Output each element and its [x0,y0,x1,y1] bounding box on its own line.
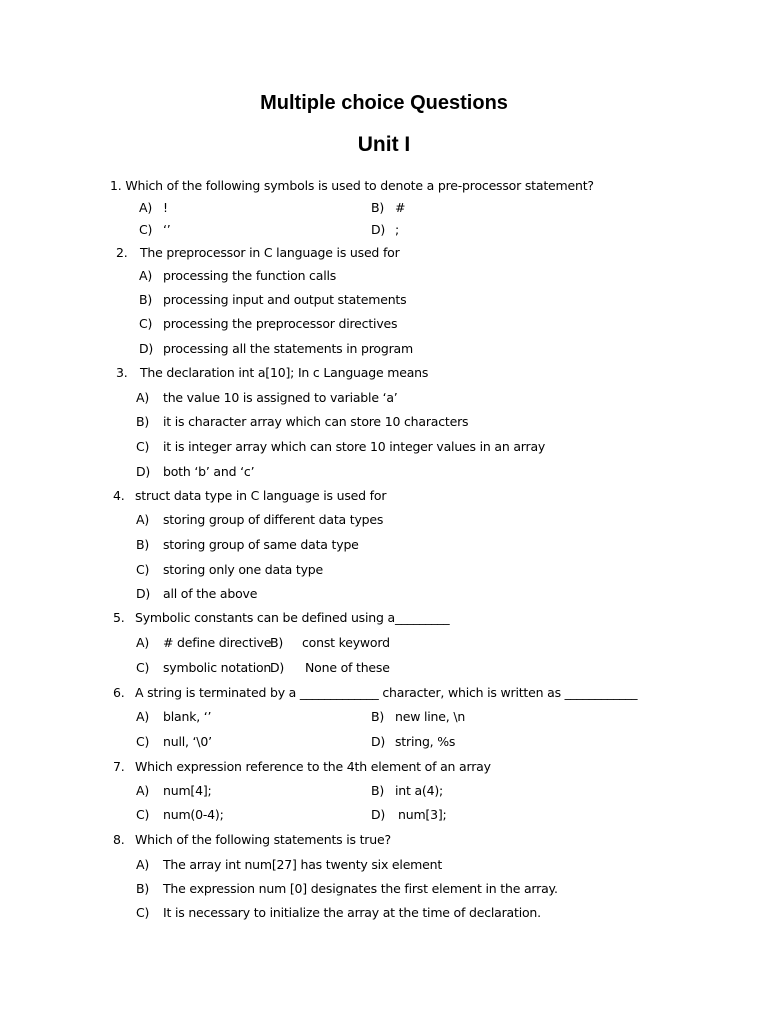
option-text: processing input and output statements [163,292,407,307]
question-number: 1. [110,178,122,193]
option-3a [136,390,398,406]
question-text: The preprocessor in C language is used for [140,245,400,260]
option-letter: A) [139,268,153,283]
option-7b [371,783,444,799]
question-2 [116,245,400,261]
question-text: Which of the following symbols is used to denote a pre-processor statement? [125,178,594,193]
option-8a [136,857,443,873]
question-5 [113,610,450,626]
option-7d [371,807,447,823]
question-number: 5. [113,610,125,625]
option-letter: C) [139,222,153,237]
option-text: blank, ‘’ [163,709,212,724]
option-letter: A) [136,390,150,405]
option-letter: A) [139,200,153,215]
question-number: 7. [113,759,125,774]
question-3 [116,365,429,381]
option-2a [139,268,337,284]
option-1d [371,222,400,238]
option-text: None of these [305,660,390,675]
option-letter: B) [136,414,150,429]
option-text: # [395,200,406,215]
option-3d [136,464,255,480]
option-letter: A) [136,783,150,798]
option-letter: D) [136,464,151,479]
question-4 [113,488,387,504]
option-letter: D) [270,660,285,675]
option-letter: B) [371,783,385,798]
option-text: string, %s [395,734,456,749]
option-letter: C) [136,439,150,454]
option-2d [139,341,413,357]
option-text: ! [163,200,168,215]
option-text: It is necessary to initialize the array at the time of declaration. [163,905,541,920]
option-letter: B) [136,881,150,896]
option-text: int a(4); [395,783,444,798]
option-letter: D) [136,586,151,601]
option-text: it is integer array which can store 10 integer values in an array [163,439,546,454]
option-4c [136,562,324,578]
option-letter: C) [136,660,150,675]
question-number: 2. [116,245,128,260]
option-text: num[4]; [163,783,212,798]
option-4a [136,512,384,528]
option-letter: B) [371,200,385,215]
option-text: processing the preprocessor directives [163,316,398,331]
option-text: both ‘b’ and ‘c’ [163,464,255,479]
option-text: the value 10 is assigned to variable ‘a’ [163,390,398,405]
option-text: storing group of same data type [163,537,359,552]
option-8b [136,881,558,897]
unit-heading: Unit I [357,133,411,156]
option-1b [371,200,406,216]
option-7a [136,783,212,799]
option-text: storing only one data type [163,562,324,577]
option-text: ‘’ [163,222,171,237]
option-text: null, ‘\0’ [163,734,212,749]
question-text: Symbolic constants can be defined using a_________ [135,610,450,625]
option-letter: A) [136,512,150,527]
option-text: The array int num[27] has twenty six element [163,857,443,872]
option-6a [136,709,212,725]
option-letter: A) [136,635,150,650]
option-text: num(0-4); [163,807,224,822]
option-text: ; [395,222,400,237]
option-letter: B) [371,709,385,724]
option-letter: C) [136,905,150,920]
option-6d [371,734,456,750]
option-text: new line, \n [395,709,466,724]
option-letter: B) [270,635,284,650]
option-letter: A) [136,857,150,872]
question-7 [113,759,491,775]
option-letter: C) [136,562,150,577]
option-4b [136,537,359,553]
option-text: all of the above [163,586,258,601]
option-5b [270,635,390,651]
option-4d [136,586,258,602]
question-text: Which of the following statements is true? [135,832,391,847]
option-text: # define directive [163,635,272,650]
option-5d [270,660,390,676]
option-3b [136,414,469,430]
option-letter: C) [136,734,150,749]
question-6 [113,685,638,701]
question-8 [113,832,391,848]
option-letter: C) [139,316,153,331]
option-letter: A) [136,709,150,724]
document-title: Multiple choice Questions [260,92,508,114]
option-2b [139,292,407,308]
option-text: num[3]; [398,807,447,822]
option-letter: D) [371,734,386,749]
option-letter: B) [139,292,153,307]
question-number: 3. [116,365,128,380]
option-5a [136,635,272,651]
option-7c [136,807,224,823]
question-text: A string is terminated by a _____________ character, which is written as ____________ [135,685,638,700]
option-text: const keyword [302,635,390,650]
question-number: 4. [113,488,125,503]
option-text: processing all the statements in program [163,341,413,356]
option-letter: D) [371,807,386,822]
option-text: The expression num [0] designates the first element in the array. [163,881,558,896]
option-6b [371,709,466,725]
option-text: processing the function calls [163,268,337,283]
option-6c [136,734,212,750]
question-number: 8. [113,832,125,847]
question-text: The declaration int a[10]; In c Language means [140,365,429,380]
question-text: struct data type in C language is used for [135,488,387,503]
option-1a [139,200,168,216]
option-text: symbolic notation [163,660,272,675]
question-number: 6. [113,685,125,700]
option-letter: C) [136,807,150,822]
option-text: storing group of different data types [163,512,384,527]
option-letter: D) [371,222,386,237]
option-5c [136,660,272,676]
option-3c [136,439,546,455]
question-1 [110,178,594,194]
option-letter: D) [139,341,154,356]
question-text: Which expression reference to the 4th element of an array [135,759,491,774]
option-letter: B) [136,537,150,552]
option-8c [136,905,541,921]
option-2c [139,316,398,332]
option-text: it is character array which can store 10 characters [163,414,469,429]
option-1c [139,222,171,238]
